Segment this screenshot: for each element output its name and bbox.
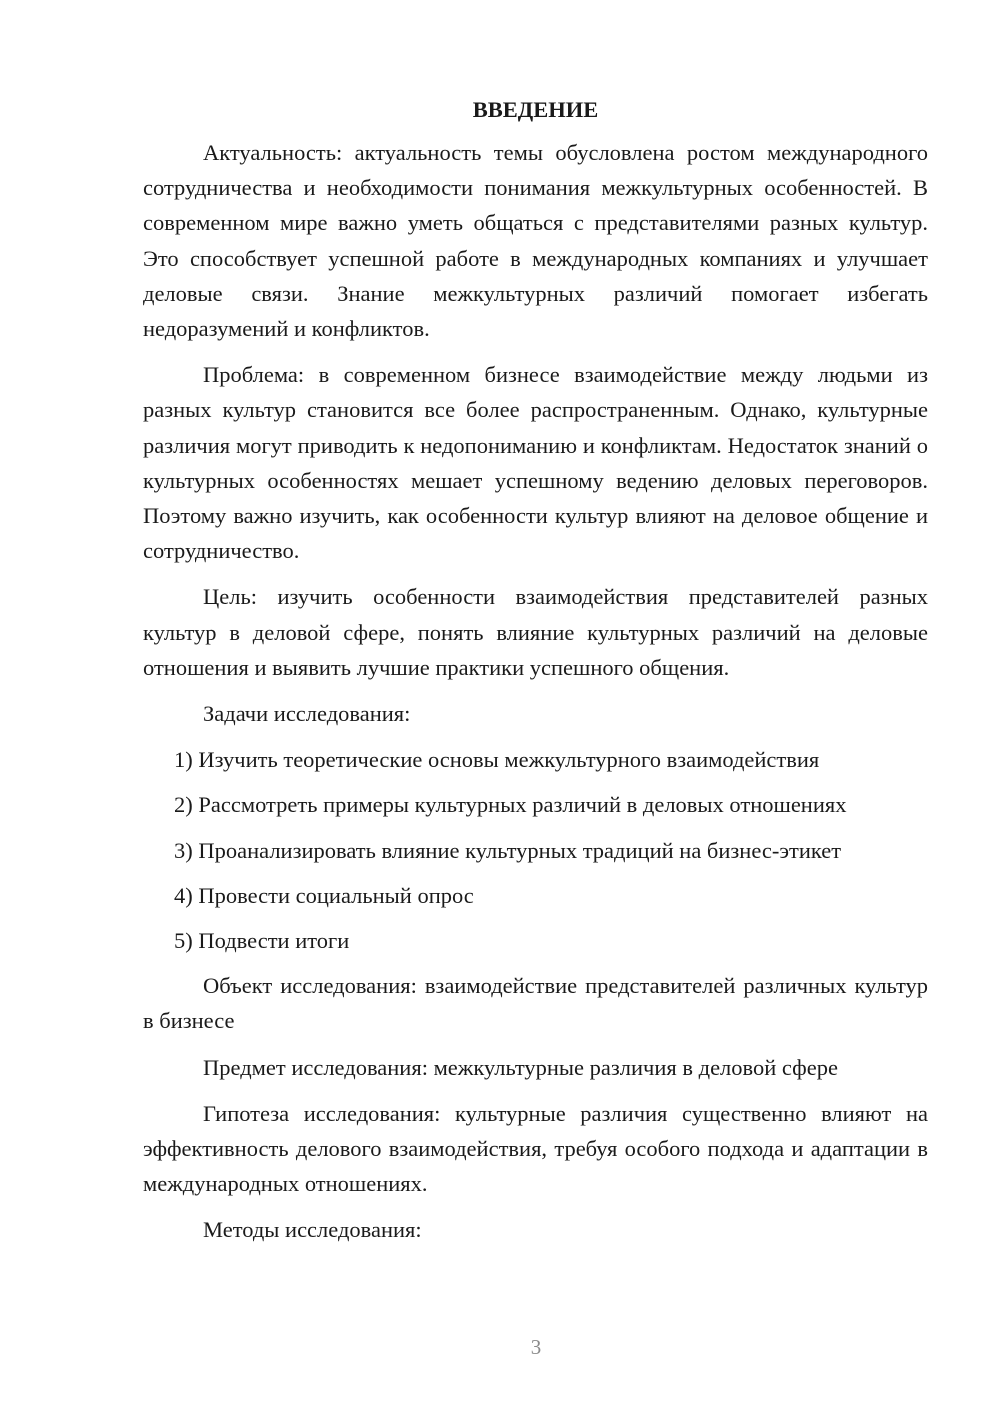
section-heading: ВВЕДЕНИЕ [472,97,599,122]
list-item: 2) Рассмотреть примеры культурных различий в деловых отношениях [174,792,847,818]
tasks-heading: Задачи исследования: [203,701,411,727]
list-item: 1) Изучить теоретические основы межкультурного взаимодействия [174,747,820,773]
methods-heading: Методы исследования: [203,1217,422,1243]
goal-paragraph: Цель: изучить особенности взаимодействия представителей разных культур в деловой сфере, понять влияние культурных различий на деловые отношения и выявить лучшие практики успешного общения. [143,584,928,680]
list-item: 3) Проанализировать влияние культурных традиций на бизнес-этикет [174,837,842,863]
page-number: 3 [530,1335,542,1359]
subject-paragraph: Предмет исследования: межкультурные различия в деловой сфере [203,1054,838,1080]
problem-paragraph: Проблема: в современном бизнесе взаимодействие между людьми из разных культур становится все более распространенным. Однако, культурные различия могут приводить к недопониманию и конфликтам. Недостаток знаний о культурных особенностях мешает успешному ведению деловых переговоров. Поэтому важно изучить, как особенности культур влияют на деловое общение и сотрудничество. [143,362,928,564]
page-content [143,92,928,1259]
relevance-paragraph: Актуальность: актуальность темы обусловлена ростом международного сотрудничества и необходимости понимания межкультурных особенностей. В современном мире важно уметь общаться с представителями разных культур. Это способствует успешной работе в международных компаниях и улучшает деловые связи. Знание межкультурных различий помогает избегать недоразумений и конфликтов. [143,140,928,342]
hypothesis-paragraph: Гипотеза исследования: культурные различия существенно влияют на эффективность делового взаимодействия, требуя особого подхода и адаптации в международных отношениях. [143,1100,928,1197]
list-item: 4) Провести социальный опрос [174,882,474,908]
tasks-list [143,742,928,958]
object-paragraph: Объект исследования: взаимодействие представителей различных культур в бизнесе [143,973,928,1034]
list-item: 5) Подвести итоги [174,928,350,954]
